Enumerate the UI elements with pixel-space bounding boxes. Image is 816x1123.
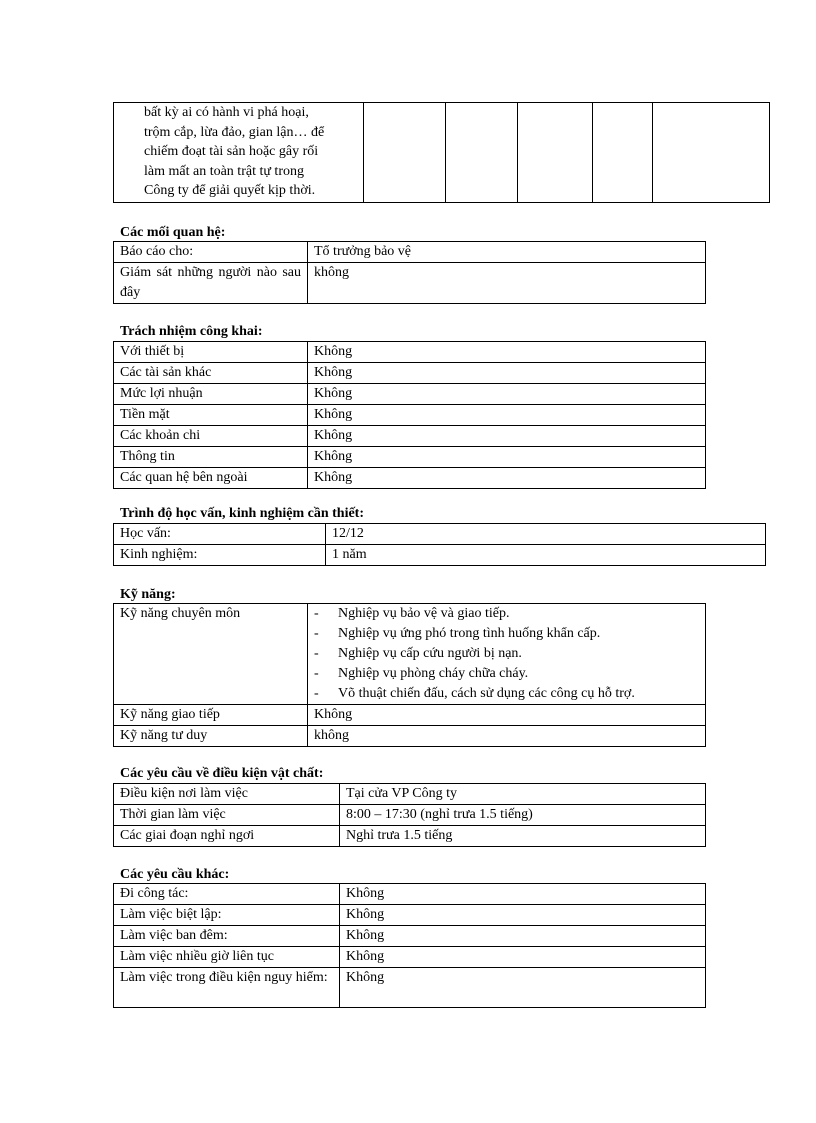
responsibility-value: Không <box>308 447 706 468</box>
other-label: Làm việc trong điều kiện nguy hiểm: <box>114 968 340 1008</box>
task-line: làm mất an toàn trật tự trong <box>144 163 304 179</box>
responsibility-label: Các khoản chi <box>114 426 308 447</box>
physical-label: Điều kiện nơi làm việc <box>114 784 340 805</box>
other-value: Không <box>340 905 706 926</box>
responsibility-value: Không <box>308 468 706 489</box>
task-description-cell <box>114 103 364 203</box>
bullet: - <box>314 626 319 641</box>
bullet: - <box>314 606 319 621</box>
relation-label: Giám sát những người nào sau đây <box>114 263 308 304</box>
other-table <box>113 883 706 1008</box>
other-value: Không <box>340 968 706 1008</box>
physical-value: Tại cửa VP Công ty <box>340 784 706 805</box>
skill-text: Nghiệp vụ bảo vệ và giao tiếp. <box>338 606 510 621</box>
bullet: - <box>314 666 319 681</box>
other-label: Làm việc biệt lập: <box>114 905 340 926</box>
skill-text: Võ thuật chiến đấu, cách sử dụng các công cụ hỗ trợ. <box>338 686 635 701</box>
list-item <box>314 624 699 644</box>
physical-label: Các giai đoạn nghỉ ngơi <box>114 826 340 847</box>
professional-skill-list <box>314 604 699 704</box>
physical-heading: Các yêu cầu về điều kiện vật chất: <box>120 766 324 781</box>
list-item <box>314 664 699 684</box>
physical-value: Nghỉ trưa 1.5 tiếng <box>340 826 706 847</box>
physical-table <box>113 783 706 847</box>
skill-label: Kỹ năng giao tiếp <box>114 705 308 726</box>
empty-cell <box>593 103 653 203</box>
responsibility-heading: Trách nhiệm công khai: <box>120 324 263 339</box>
relation-label: Báo cáo cho: <box>114 242 308 263</box>
education-heading: Trình độ học vấn, kinh nghiệm cần thiết: <box>120 506 365 521</box>
skills-heading: Kỹ năng: <box>120 587 176 602</box>
education-value: 1 năm <box>326 545 766 566</box>
list-item <box>314 644 699 664</box>
professional-skill-label: Kỹ năng chuyên môn <box>114 604 308 705</box>
relations-table <box>113 241 706 304</box>
responsibility-label: Các tài sản khác <box>114 363 308 384</box>
other-label: Làm việc ban đêm: <box>114 926 340 947</box>
responsibility-value: Không <box>308 342 706 363</box>
skill-value: không <box>308 726 706 747</box>
education-label: Học vấn: <box>114 524 326 545</box>
other-label: Làm việc nhiều giờ liên tục <box>114 947 340 968</box>
responsibility-value: Không <box>308 363 706 384</box>
skill-label: Kỹ năng tư duy <box>114 726 308 747</box>
other-heading: Các yêu cầu khác: <box>120 867 230 882</box>
task-line: bất kỳ ai có hành vi phá hoại, <box>144 105 309 120</box>
responsibility-label: Tiền mặt <box>114 405 308 426</box>
empty-cell <box>364 103 446 203</box>
other-value: Không <box>340 947 706 968</box>
skill-text: Nghiệp vụ ứng phó trong tình huống khẩn cấp. <box>338 626 601 641</box>
education-value: 12/12 <box>326 524 766 545</box>
responsibility-label: Các quan hệ bên ngoài <box>114 468 308 489</box>
skills-table <box>113 603 706 747</box>
skill-text: Nghiệp vụ phòng cháy chữa cháy. <box>338 666 529 681</box>
other-value: Không <box>340 926 706 947</box>
top-continuation-table <box>113 102 770 203</box>
physical-label: Thời gian làm việc <box>114 805 340 826</box>
list-item <box>314 604 699 624</box>
empty-cell <box>446 103 518 203</box>
skill-text: Nghiệp vụ cấp cứu người bị nạn. <box>338 646 522 661</box>
bullet: - <box>314 686 319 701</box>
empty-cell <box>518 103 593 203</box>
responsibility-label: Thông tin <box>114 447 308 468</box>
responsibility-value: Không <box>308 384 706 405</box>
relation-value: không <box>308 263 706 304</box>
responsibility-value: Không <box>308 405 706 426</box>
empty-cell <box>653 103 770 203</box>
task-line: Công ty để giải quyết kịp thời. <box>144 183 316 198</box>
education-table <box>113 523 766 566</box>
relation-value: Tổ trưởng bảo vệ <box>308 242 706 263</box>
responsibility-value: Không <box>308 426 706 447</box>
responsibility-label: Với thiết bị <box>114 342 308 363</box>
task-line: trộm cắp, lừa đảo, gian lận… để <box>144 124 325 140</box>
list-item <box>314 684 699 704</box>
professional-skill-list-cell <box>308 604 706 705</box>
other-label: Đi công tác: <box>114 884 340 905</box>
responsibility-label: Mức lợi nhuận <box>114 384 308 405</box>
education-label: Kinh nghiệm: <box>114 545 326 566</box>
relations-heading: Các mối quan hệ: <box>120 225 226 240</box>
physical-value: 8:00 – 17:30 (nghỉ trưa 1.5 tiếng) <box>340 805 706 826</box>
skill-value: Không <box>308 705 706 726</box>
responsibility-table <box>113 341 706 489</box>
task-line: chiếm đoạt tài sản hoặc gây rối <box>144 144 319 159</box>
other-value: Không <box>340 884 706 905</box>
bullet: - <box>314 646 319 661</box>
